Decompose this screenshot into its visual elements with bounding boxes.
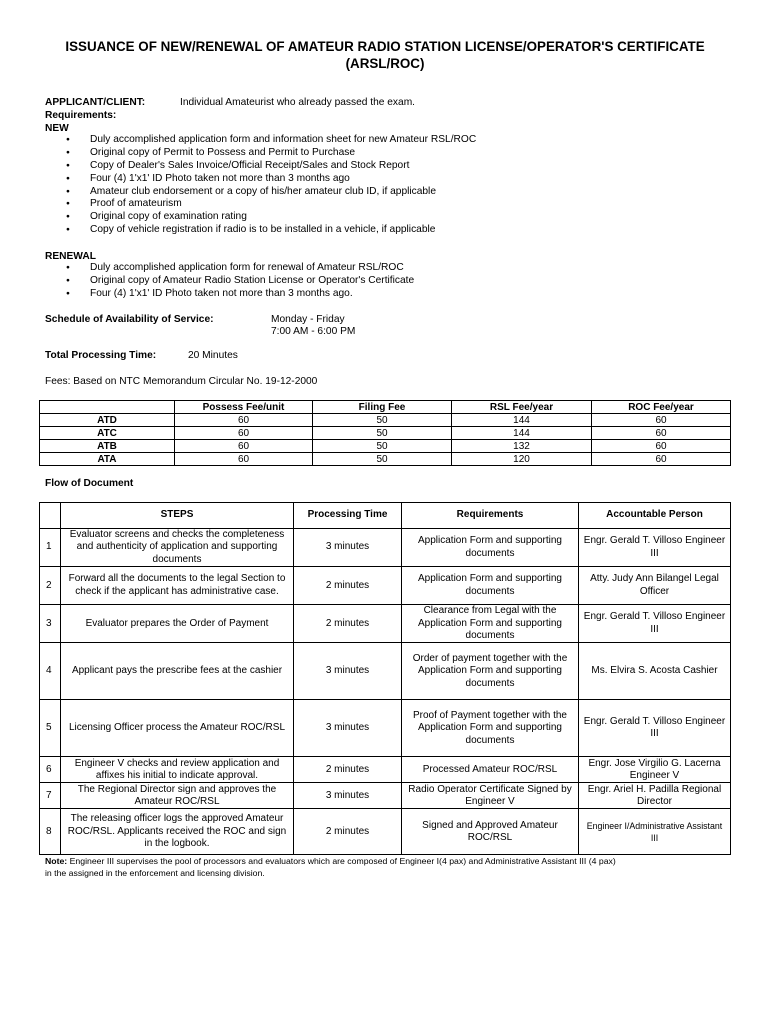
schedule-hours: 7:00 AM - 6:00 PM (271, 326, 356, 337)
applicant-value: Individual Amateurist who already passed the exam. (180, 97, 416, 108)
step-requirements: Signed and Approved Amateur ROC/RSL (402, 809, 579, 855)
step-description: Evaluator prepares the Order of Payment (61, 605, 294, 643)
list-item: ● Duly accomplished application form for renewal of Amateur RSL/ROC (64, 262, 414, 275)
step-number: 4 (40, 643, 61, 700)
step-description: Evaluator screens and checks the completeness and authenticity of application and supporting documents (61, 529, 294, 567)
schedule-days: Monday - Friday (271, 314, 345, 325)
table-cell: 60 (592, 414, 731, 427)
fees-table (39, 400, 731, 466)
step-time: 3 minutes (294, 529, 402, 567)
step-person: Engr. Gerald T. Villoso Engineer III (579, 605, 731, 643)
requirements-label: Requirements: (45, 110, 117, 121)
table-row (40, 643, 731, 700)
fees-header-cell: RSL Fee/year (452, 401, 592, 414)
step-time: 2 minutes (294, 567, 402, 605)
step-time: 3 minutes (294, 643, 402, 700)
step-number: 1 (40, 529, 61, 567)
document-title: ISSUANCE OF NEW/RENEWAL OF AMATEUR RADIO STATION LICENSE/OPERATOR'S CERTIFICATE (ARSL/ROC) (65, 39, 705, 71)
list-item: ● Original copy of examination rating (64, 211, 476, 224)
step-number: 7 (40, 783, 61, 809)
table-cell: 50 (313, 427, 452, 440)
table-cell: 60 (175, 427, 313, 440)
applicant-label: APPLICANT/CLIENT: (45, 97, 146, 108)
flow-table (39, 502, 731, 855)
list-item: ● Four (4) 1'x1' ID Photo taken not more than 3 months ago. (64, 288, 414, 301)
note (45, 855, 616, 867)
step-number: 6 (40, 757, 61, 783)
step-requirements: Proof of Payment together with the Application Form and supporting documents (402, 700, 579, 757)
step-time: 2 minutes (294, 605, 402, 643)
list-item: ● Copy of vehicle registration if radio is to be installed in a vehicle, if applicable (64, 224, 476, 237)
table-row (40, 440, 731, 453)
flow-header-cell (40, 503, 61, 529)
step-description: Forward all the documents to the legal Section to check if the applicant has administrative case. (61, 567, 294, 605)
table-row (40, 809, 731, 855)
fees-header-cell: ROC Fee/year (592, 401, 731, 414)
flow-header-cell: STEPS (61, 503, 294, 529)
step-requirements: Application Form and supporting documents (402, 529, 579, 567)
processing-time-label: Total Processing Time: (45, 350, 157, 361)
table-cell: 50 (313, 414, 452, 427)
step-person: Atty. Judy Ann Bilangel Legal Officer (579, 567, 731, 605)
step-description: The Regional Director sign and approves the Amateur ROC/RSL (61, 783, 294, 809)
step-person: Engr. Jose Virgilio G. Lacerna Engineer V (579, 757, 731, 783)
step-requirements: Application Form and supporting documents (402, 567, 579, 605)
renewal-requirements-list (64, 262, 414, 301)
list-item: ● Original copy of Permit to Possess and Permit to Purchase (64, 147, 476, 160)
table-row (40, 700, 731, 757)
table-row (40, 605, 731, 643)
flow-header-cell: Requirements (402, 503, 579, 529)
table-row (40, 414, 731, 427)
note-text-continued: in the assigned in the enforcement and licensing division. (45, 868, 265, 878)
table-row (40, 427, 731, 440)
flow-heading: Flow of Document (45, 478, 134, 489)
schedule-label: Schedule of Availability of Service: (45, 314, 214, 325)
fees-header-cell: Filing Fee (313, 401, 452, 414)
table-cell: 132 (452, 440, 592, 453)
step-person: Engr. Gerald T. Villoso Engineer III (579, 700, 731, 757)
list-item: ● Duly accomplished application form and information sheet for new Amateur RSL/ROC (64, 134, 476, 147)
fees-header-cell: Possess Fee/unit (175, 401, 313, 414)
step-time: 3 minutes (294, 700, 402, 757)
table-cell: 144 (452, 427, 592, 440)
table-cell: 60 (175, 414, 313, 427)
table-cell: 60 (592, 453, 731, 466)
step-number: 5 (40, 700, 61, 757)
table-cell: ATB (40, 440, 175, 453)
table-row (40, 783, 731, 809)
step-person: Engr. Ariel H. Padilla Regional Director (579, 783, 731, 809)
step-requirements: Processed Amateur ROC/RSL (402, 757, 579, 783)
step-person: Engr. Gerald T. Villoso Engineer III (579, 529, 731, 567)
flow-header-cell: Processing Time (294, 503, 402, 529)
step-time: 2 minutes (294, 809, 402, 855)
step-person: Engineer I/Administrative Assistant III (579, 809, 731, 855)
new-requirements-list (64, 134, 476, 237)
list-item: ● Original copy of Amateur Radio Station License or Operator's Certificate (64, 275, 414, 288)
table-row (40, 453, 731, 466)
list-item: ● Four (4) 1'x1' ID Photo taken not more than 3 months ago (64, 173, 476, 186)
step-number: 8 (40, 809, 61, 855)
table-cell: ATA (40, 453, 175, 466)
list-item: ● Proof of amateurism (64, 198, 476, 211)
new-heading: NEW (45, 123, 69, 134)
renewal-heading: RENEWAL (45, 251, 96, 262)
table-cell: 50 (313, 440, 452, 453)
table-cell: ATC (40, 427, 175, 440)
step-description: Licensing Officer process the Amateur ROC/RSL (61, 700, 294, 757)
table-cell: ATD (40, 414, 175, 427)
step-requirements: Order of payment together with the Application Form and supporting documents (402, 643, 579, 700)
table-cell: 60 (175, 440, 313, 453)
fees-note: Fees: Based on NTC Memorandum Circular No. 19-12-2000 (45, 376, 318, 387)
step-requirements: Clearance from Legal with the Application Form and supporting documents (402, 605, 579, 643)
fees-header-cell (40, 401, 175, 414)
step-description: Applicant pays the prescribe fees at the cashier (61, 643, 294, 700)
step-number: 2 (40, 567, 61, 605)
table-cell: 120 (452, 453, 592, 466)
step-person: Ms. Elvira S. Acosta Cashier (579, 643, 731, 700)
table-cell: 50 (313, 453, 452, 466)
step-time: 3 minutes (294, 783, 402, 809)
step-requirements: Radio Operator Certificate Signed by Engineer V (402, 783, 579, 809)
list-item: ● Amateur club endorsement or a copy of his/her amateur club ID, if applicable (64, 186, 476, 199)
flow-header-row (40, 503, 731, 529)
list-item: ● Copy of Dealer's Sales Invoice/Official Receipt/Sales and Stock Report (64, 160, 476, 173)
table-row (40, 567, 731, 605)
processing-time-value: 20 Minutes (188, 350, 238, 361)
table-row (40, 529, 731, 567)
note-label: Note: (45, 856, 68, 866)
table-cell: 144 (452, 414, 592, 427)
flow-header-cell: Accountable Person (579, 503, 731, 529)
step-time: 2 minutes (294, 757, 402, 783)
step-description: Engineer V checks and review application and affixes his initial to indicate approval. (61, 757, 294, 783)
step-number: 3 (40, 605, 61, 643)
table-cell: 60 (592, 427, 731, 440)
step-description: The releasing officer logs the approved Amateur ROC/RSL. Applicants received the ROC and sign in the logbook. (61, 809, 294, 855)
note-text: Engineer III supervises the pool of processors and evaluators which are composed of Engineer I(4 pax) and Administrative Assistant III (4 pax) (69, 856, 616, 866)
table-cell: 60 (592, 440, 731, 453)
table-cell: 60 (175, 453, 313, 466)
fees-header-row (40, 401, 731, 414)
table-row (40, 757, 731, 783)
